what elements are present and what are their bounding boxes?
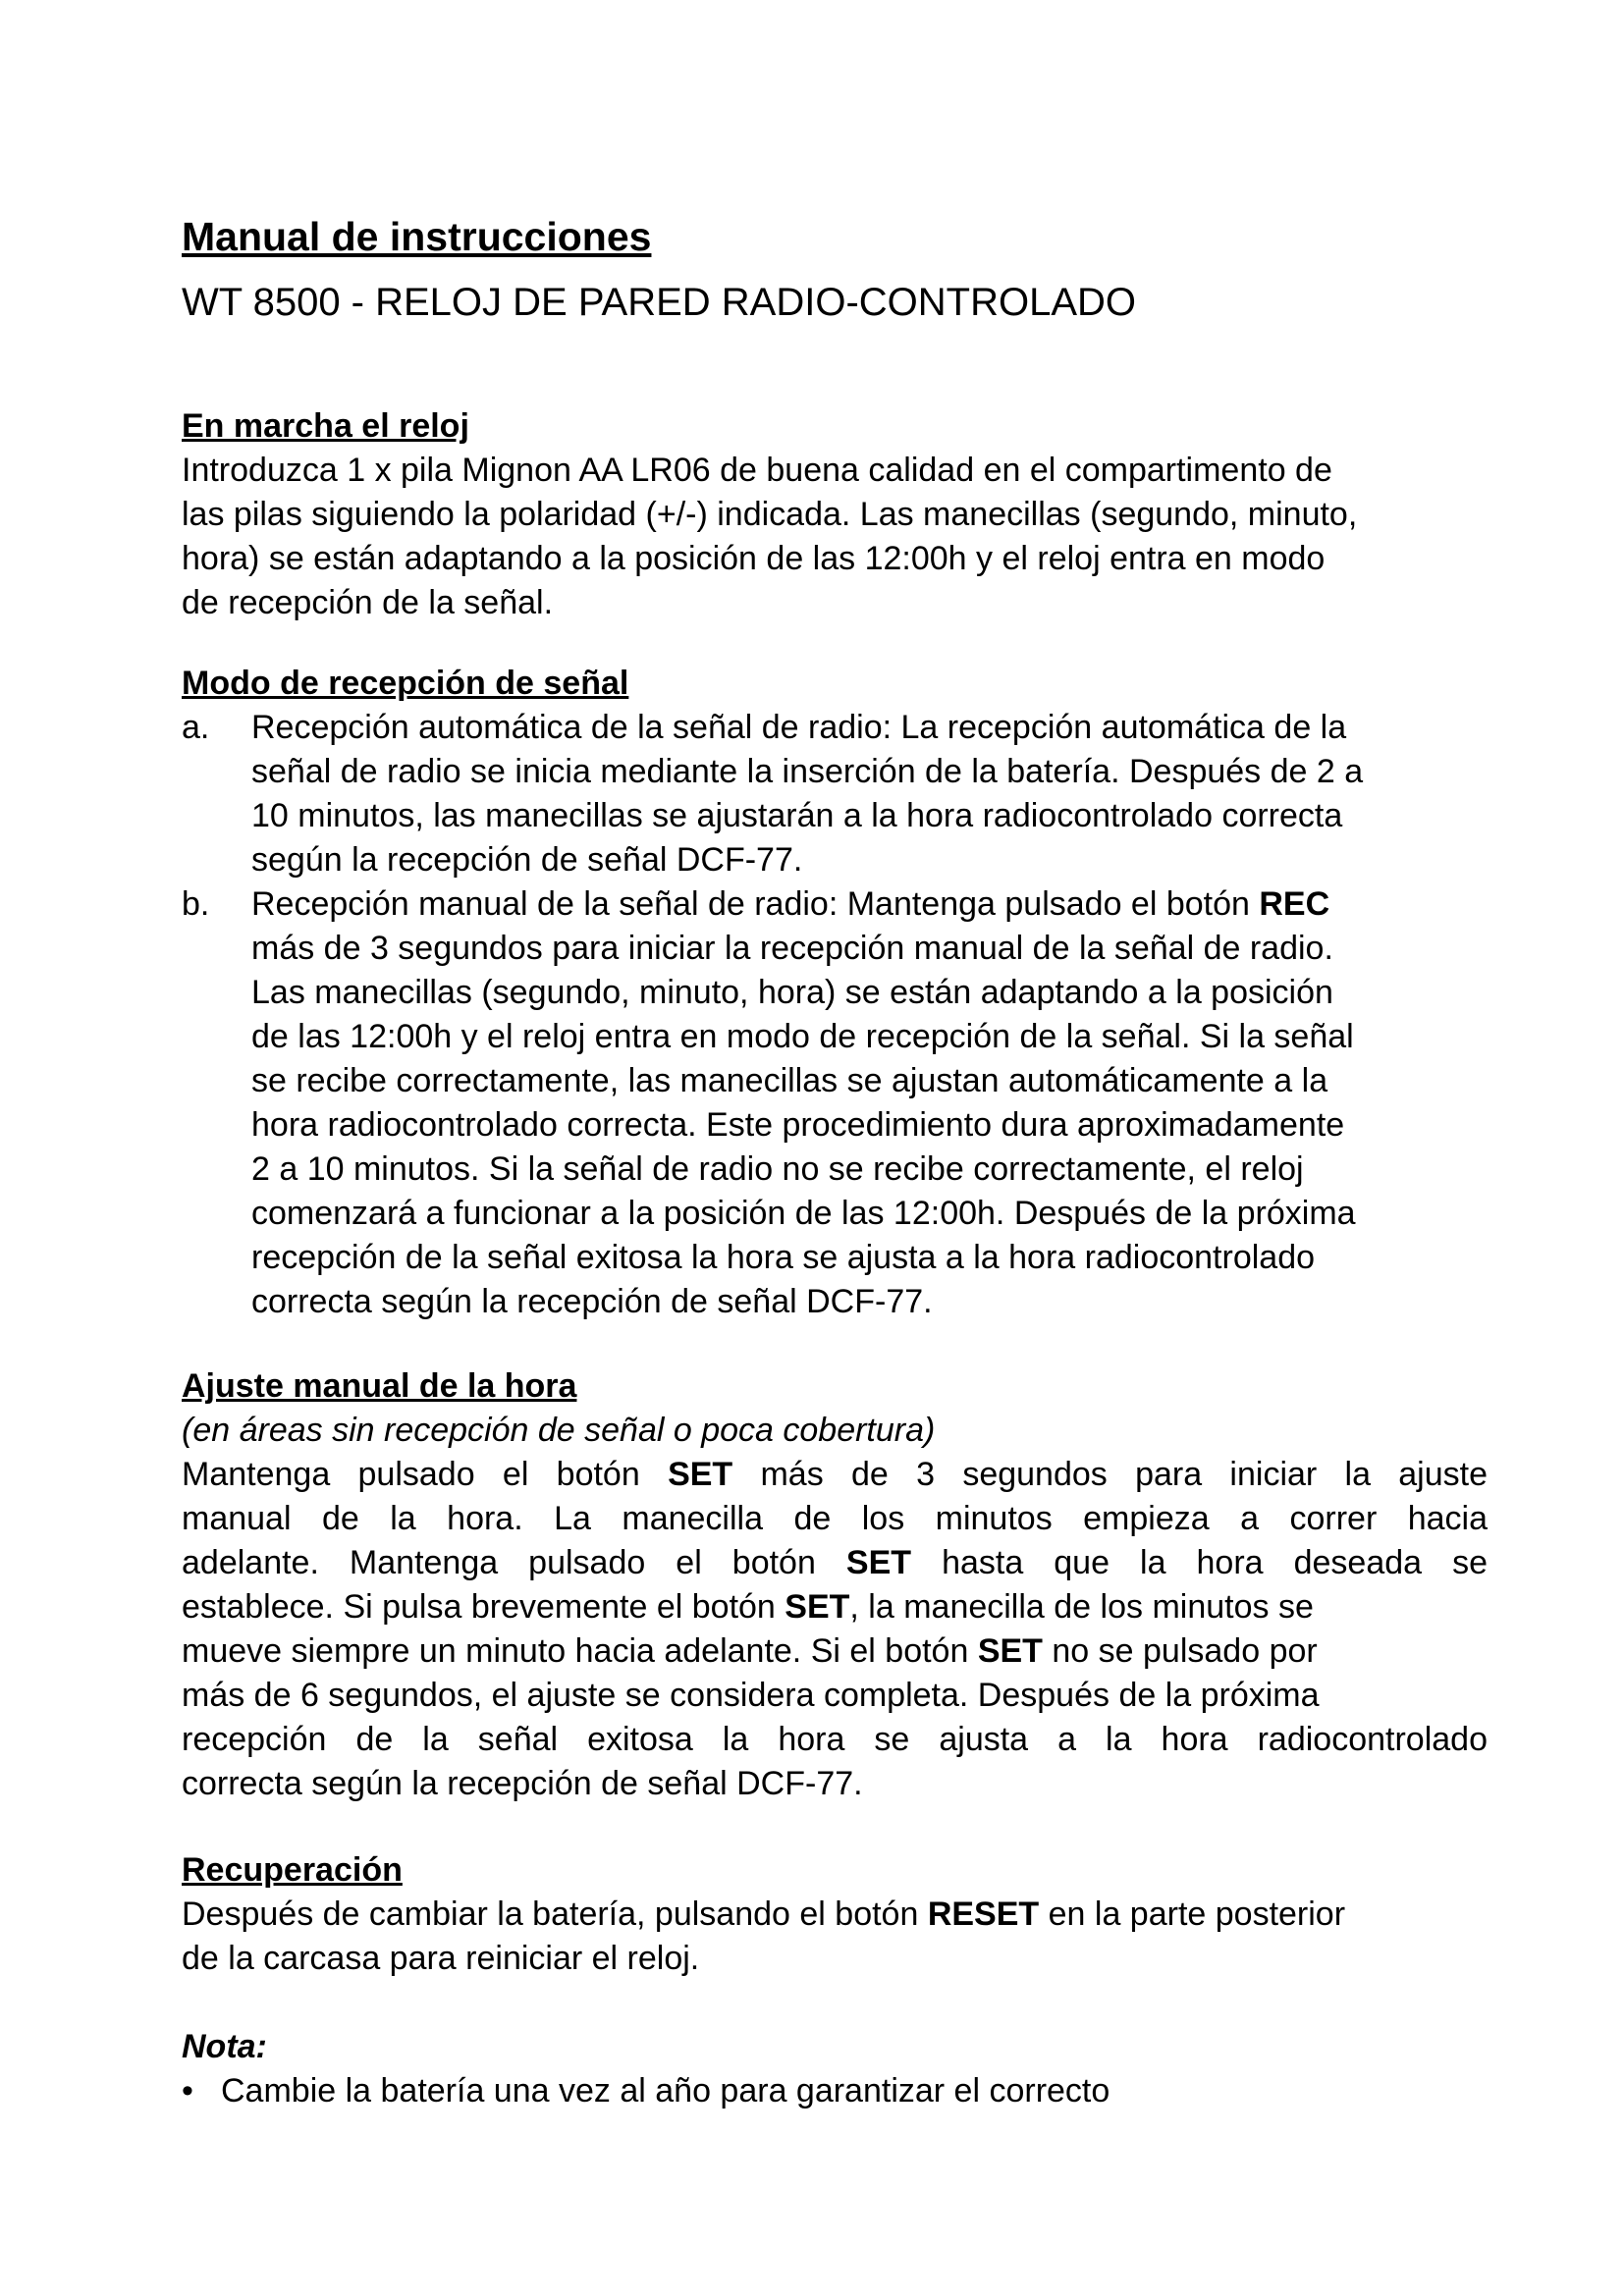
text-segment: , la manecilla de los minutos se xyxy=(849,1588,1314,1626)
text-line xyxy=(251,882,1488,927)
button-name: SET xyxy=(668,1456,733,1493)
bullet-icon: • xyxy=(182,2072,193,2109)
text-line xyxy=(182,1541,1488,1585)
text-line xyxy=(182,1893,1488,1937)
text-segment: manual de la hora. La manecilla de los minutos empieza a correr hacia xyxy=(182,1500,1488,1537)
list-item xyxy=(182,706,1488,882)
text-segment: comenzará a funcionar a la posición de las 12:00h. Después de la próxima xyxy=(251,1195,1356,1232)
text-line xyxy=(182,537,1488,581)
text-segment: Mantenga pulsado el botón xyxy=(182,1456,669,1493)
text-segment: hasta que la hora deseada se xyxy=(911,1544,1488,1581)
text-line xyxy=(251,794,1488,838)
section-nota xyxy=(182,2025,1488,2113)
text-segment: no se pulsado por xyxy=(1042,1632,1318,1670)
text-line xyxy=(251,1103,1488,1148)
text-segment: recepción de la señal exitosa la hora se ajusta a la hora radiocontrolado xyxy=(251,1239,1316,1276)
text-line xyxy=(182,449,1488,493)
text-line xyxy=(251,971,1488,1015)
section-heading: Ajuste manual de la hora xyxy=(182,1367,577,1405)
text-line xyxy=(251,1280,1488,1324)
text-segment: Introduzca 1 x pila Mignon AA LR06 de buena calidad en el compartimento de xyxy=(182,452,1332,489)
text-line xyxy=(182,1937,1488,1981)
text-line xyxy=(182,493,1488,537)
list-item xyxy=(182,2069,1488,2113)
text-line xyxy=(251,838,1488,882)
text-segment: Recepción manual de la señal de radio: Mantenga pulsado el botón xyxy=(251,885,1260,923)
text-segment: establece. Si pulsa brevemente el botón xyxy=(182,1588,785,1626)
section-heading: Modo de recepción de señal xyxy=(182,665,629,702)
button-name: SET xyxy=(845,1544,912,1581)
list-marker: a. xyxy=(182,709,210,746)
text-line xyxy=(182,1762,1488,1806)
list-marker: b. xyxy=(182,885,210,923)
text-segment: de la carcasa para reiniciar el reloj. xyxy=(182,1940,700,1977)
section-heading: Recuperación xyxy=(182,1851,403,1889)
text-segment: más de 3 segundos para iniciar la recepción manual de la señal de radio. xyxy=(251,930,1333,967)
text-line xyxy=(182,1497,1488,1541)
section-ajuste-manual xyxy=(182,1364,1488,1806)
section-subheading: (en áreas sin recepción de señal o poca cobertura) xyxy=(182,1412,936,1449)
text-segment: más de 6 segundos, el ajuste se considera completa. Después de la próxima xyxy=(182,1677,1320,1714)
text-line xyxy=(251,927,1488,971)
text-segment: las pilas siguiendo la polaridad (+/-) indicada. Las manecillas (segundo, minuto, xyxy=(182,496,1358,533)
text-segment: se recibe correctamente, las manecillas se ajustan automáticamente a la xyxy=(251,1062,1328,1099)
text-segment: en la parte posterior xyxy=(1039,1896,1346,1933)
text-line xyxy=(182,1629,1488,1674)
section-modo-recepcion xyxy=(182,662,1488,1324)
text-segment: correcta según la recepción de señal DCF-77. xyxy=(182,1765,863,1802)
section-recuperacion xyxy=(182,1848,1488,1981)
document-title: Manual de instrucciones xyxy=(182,214,652,259)
text-segment: recepción de la señal exitosa la hora se ajusta a la hora radiocontrolado xyxy=(182,1721,1488,1758)
text-segment: señal de radio se inicia mediante la inserción de la batería. Después de 2 a xyxy=(251,753,1364,790)
section-en-marcha xyxy=(182,404,1488,625)
button-name: SET xyxy=(785,1588,850,1626)
nota-heading: Nota: xyxy=(182,2028,267,2065)
text-line xyxy=(182,1585,1488,1629)
button-name: RESET xyxy=(927,1896,1040,1933)
text-line xyxy=(251,1236,1488,1280)
text-segment: hora radiocontrolado correcta. Este procedimiento dura aproximadamente xyxy=(251,1106,1345,1144)
text-segment: hora) se están adaptando a la posición de las 12:00h y el reloj entra en modo xyxy=(182,540,1326,577)
text-segment: Recepción automática de la señal de radio: La recepción automática de la xyxy=(251,709,1347,746)
text-segment: 2 a 10 minutos. Si la señal de radio no se recibe correctamente, el reloj xyxy=(251,1150,1304,1188)
nota-text: Cambie la batería una vez al año para garantizar el correcto xyxy=(221,2072,1110,2109)
text-line xyxy=(182,1453,1488,1497)
text-line xyxy=(251,1192,1488,1236)
text-line xyxy=(182,1674,1488,1718)
text-line xyxy=(251,1015,1488,1059)
button-name: REC xyxy=(1259,885,1330,923)
text-segment: Después de cambiar la batería, pulsando el botón xyxy=(182,1896,928,1933)
text-segment: según la recepción de señal DCF-77. xyxy=(251,841,803,879)
text-line xyxy=(251,1059,1488,1103)
document-subtitle: WT 8500 - RELOJ DE PARED RADIO-CONTROLADO xyxy=(182,281,1137,324)
text-segment: adelante. Mantenga pulsado el botón xyxy=(182,1544,846,1581)
section-heading: En marcha el reloj xyxy=(182,407,469,445)
text-segment: de recepción de la señal. xyxy=(182,584,554,621)
text-segment: de las 12:00h y el reloj entra en modo de recepción de la señal. Si la señal xyxy=(251,1018,1354,1055)
text-segment: más de 3 segundos para iniciar la ajuste xyxy=(732,1456,1489,1493)
text-line xyxy=(251,706,1488,750)
list-item xyxy=(182,882,1488,1324)
text-segment: Las manecillas (segundo, minuto, hora) se están adaptando a la posición xyxy=(251,974,1333,1011)
text-line xyxy=(182,1718,1488,1762)
text-segment: 10 minutos, las manecillas se ajustarán a la hora radiocontrolado correcta xyxy=(251,797,1343,834)
text-line xyxy=(251,750,1488,794)
text-line xyxy=(182,581,1488,625)
text-line xyxy=(251,1148,1488,1192)
text-segment: mueve siempre un minuto hacia adelante. Si el botón xyxy=(182,1632,978,1670)
button-name: SET xyxy=(977,1632,1043,1670)
text-segment: correcta según la recepción de señal DCF-77. xyxy=(251,1283,933,1320)
